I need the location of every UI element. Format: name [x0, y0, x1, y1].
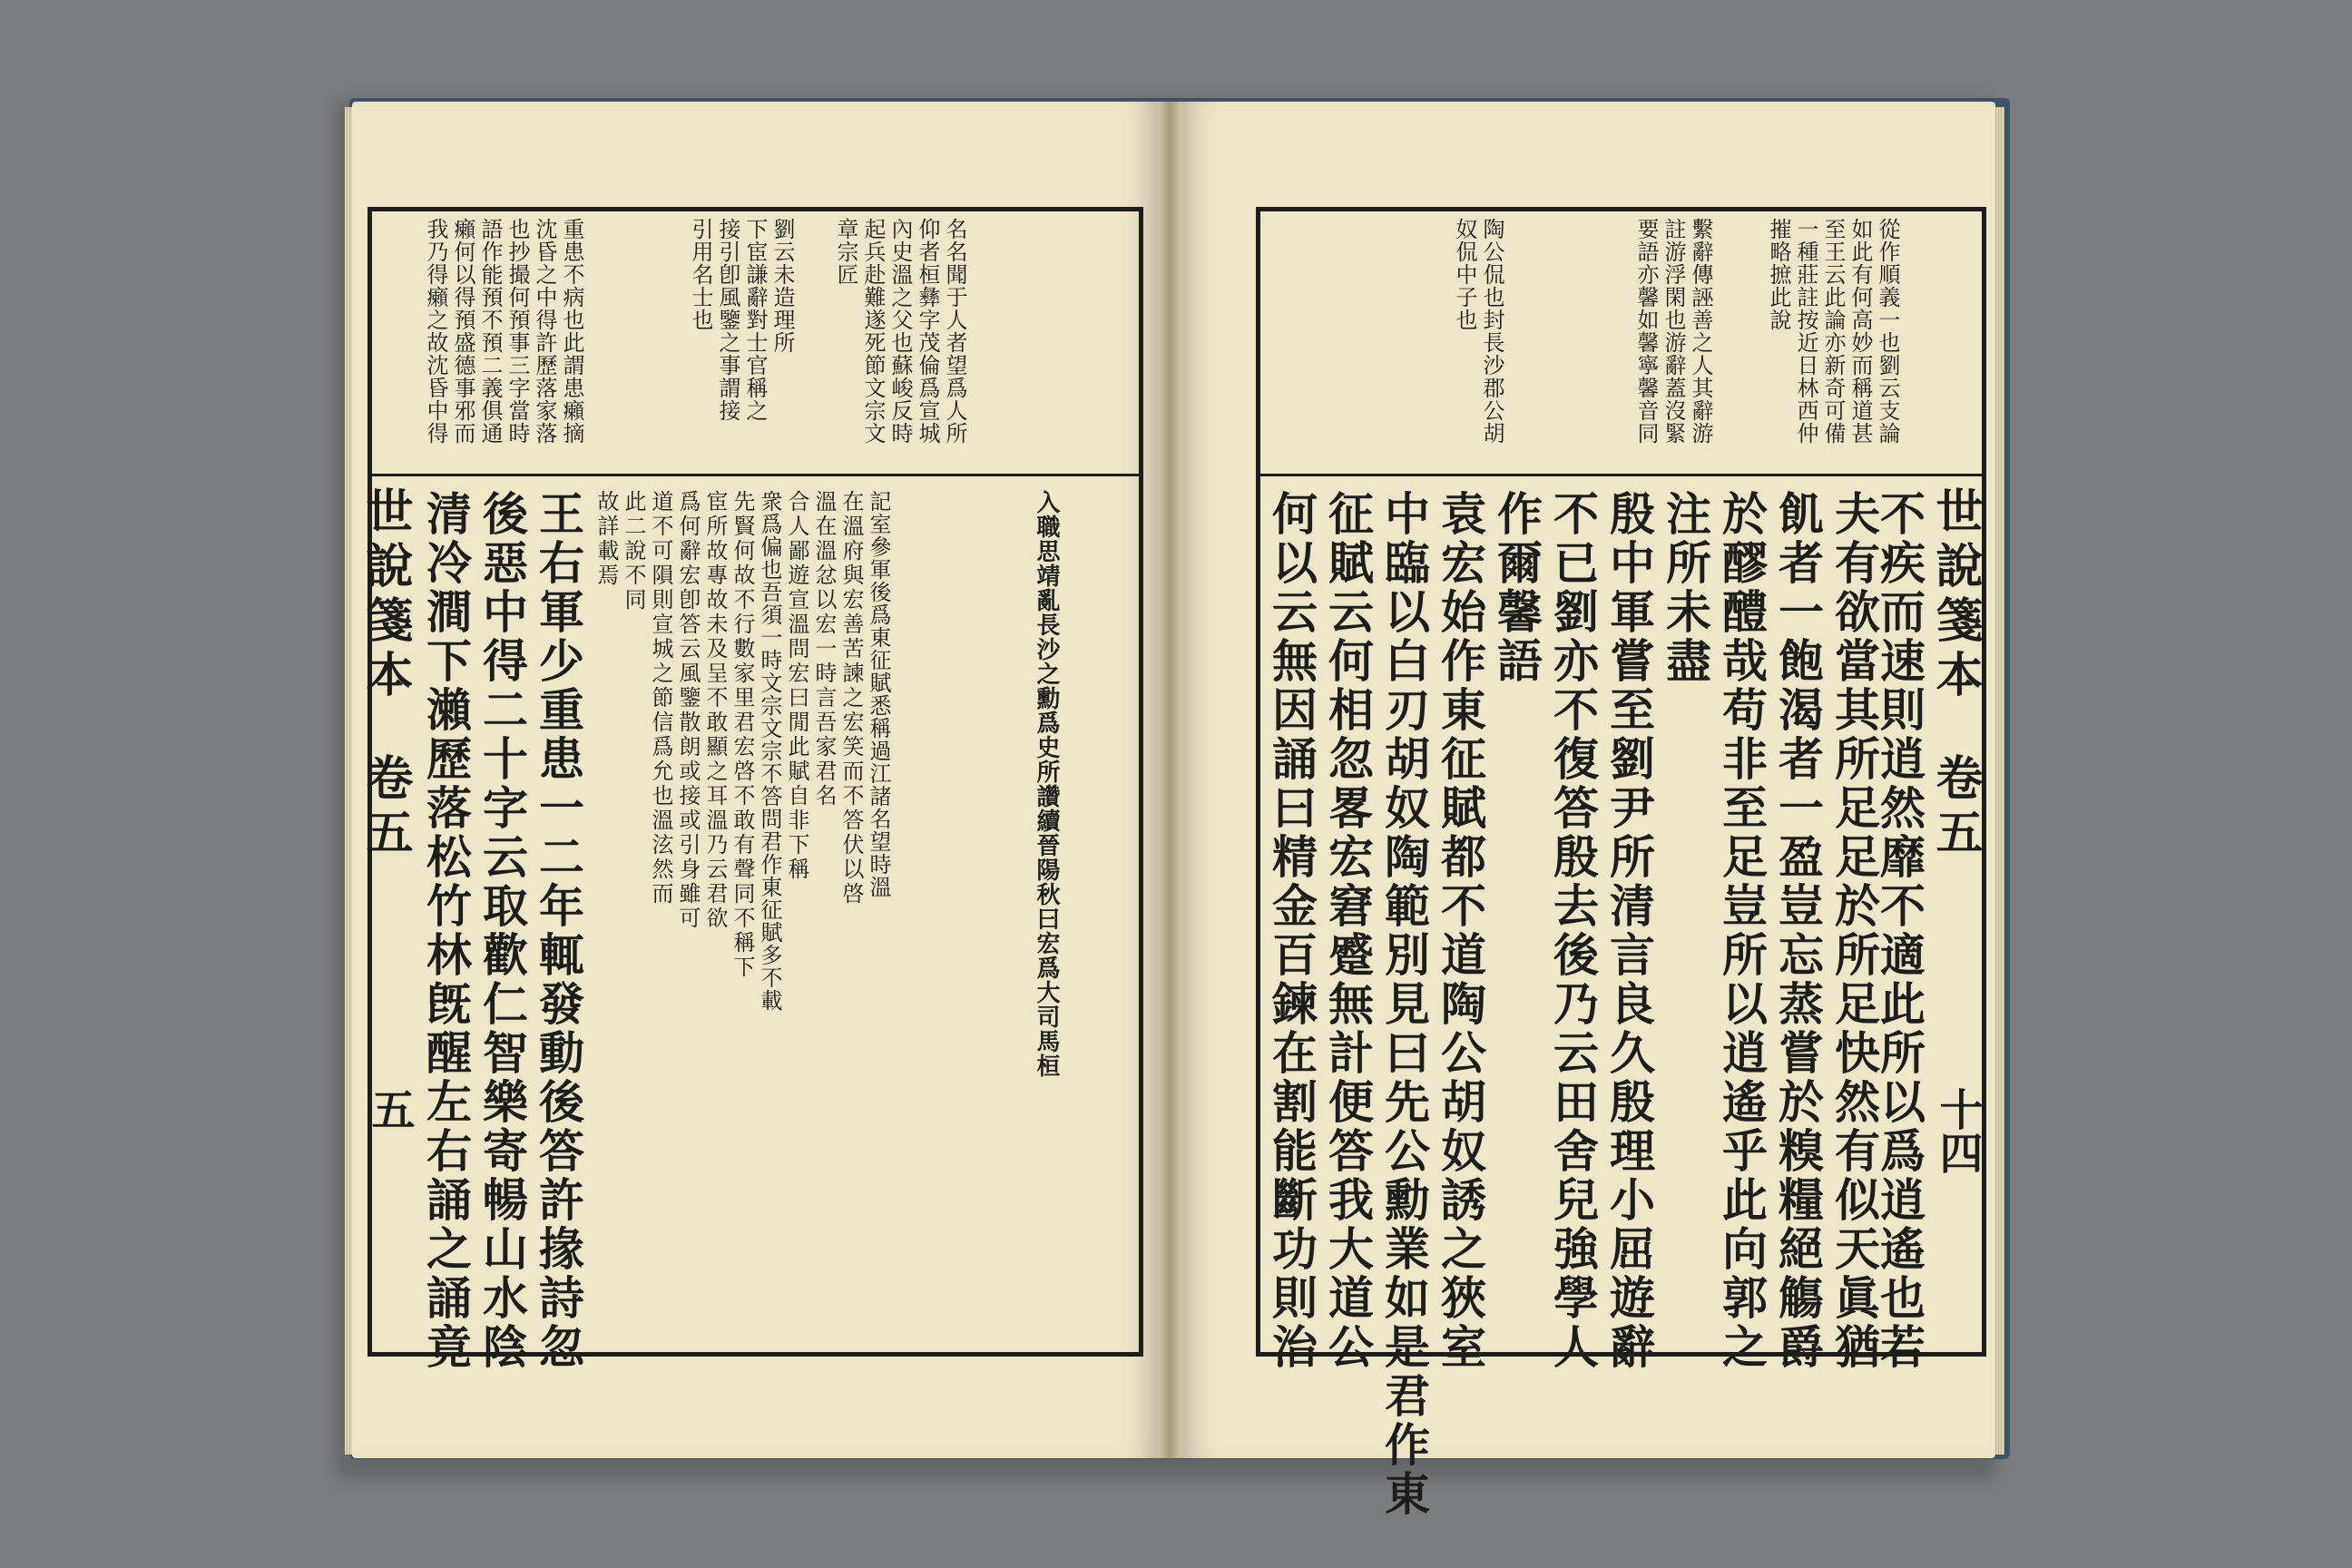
right-note-line: 一種莊註按近日林西仲	[1793, 218, 1818, 445]
left-note-line: 沈昏之中得許歷落家落	[532, 218, 557, 445]
right-note-line: 註游浮閑也游辭蓋沒緊	[1661, 218, 1686, 445]
left-fold-title: 世說箋本	[358, 486, 413, 704]
left-text-column: 此二說不同	[621, 490, 646, 612]
right-text-column: 不疾而速則逍然靡不適此所以爲逍遙也若	[1873, 490, 1926, 1372]
right-text-column: 作爾馨語	[1490, 490, 1544, 686]
right-text-column: 殷中軍嘗至劉尹所清言良久殷理小屈遊辭	[1602, 490, 1656, 1372]
left-text-column: 爲何辭宏卽答云風鑒散朗或接或引身雖可	[675, 490, 701, 931]
left-text-column: 故詳載焉	[593, 490, 619, 588]
left-text-column: 清冷澗下瀨歷落松竹林旣醒左右誦之誦竟	[419, 490, 473, 1372]
left-page-number: 五	[364, 1087, 415, 1131]
right-fold-title: 世說箋本	[1927, 486, 1983, 704]
left-text-column: 記室參軍後爲東征賦悉稱過江諸名望時溫	[866, 490, 891, 898]
left-text-column: 先賢何故不行數家里君宏啓不敢有聲同不稱下	[730, 490, 755, 980]
right-note-line: 奴侃中子也	[1452, 218, 1477, 331]
left-note-line: 引用名士也	[688, 218, 713, 331]
left-note-line: 內史溫之父也蘇峻反時	[887, 218, 913, 445]
right-note-line: 至王云此論亦新奇可備	[1820, 218, 1846, 445]
left-text-column: 衆爲偏也吾須一時文宗文宗不答問君作東征賦多不載	[757, 490, 782, 1012]
right-note-line: 繫辭傳誣善之人其辭游	[1688, 218, 1713, 445]
right-fold-volume: 卷五	[1927, 753, 1983, 862]
left-note-line: 我乃得癩之故沈昏中得	[423, 218, 448, 445]
left-text-column: 溫在溫忿以宏一時言吾家君名	[811, 490, 837, 808]
right-text-column: 中臨以白刃胡奴陶範別見曰先公勳業如是君作東	[1377, 490, 1431, 1519]
right-text-column: 飢者一飽渴者一盈豈忘蒸嘗於糗糧絕觴爵	[1771, 490, 1825, 1372]
right-text-column: 夫有欲當其所足足於所足快然有似天眞猶	[1828, 490, 1881, 1372]
right-text-column: 征賦云何相忽畧宏窘蹙無計便答我大道公	[1321, 490, 1375, 1372]
right-text-column: 袁宏始作東征賦都不道陶公胡奴誘之狹室	[1434, 490, 1487, 1372]
right-text-column: 注所未盡	[1659, 490, 1712, 686]
left-text-column: 宦所故專故未及呈不敢顯之耳溫乃云君欲	[702, 490, 728, 931]
right-page-number: 十四	[1932, 1087, 1983, 1174]
right-note-line: 如此有何高妙而稱道甚	[1847, 218, 1873, 445]
right-text-column: 於醪醴哉苟非至足豈所以逍遙乎此向郭之	[1715, 490, 1769, 1372]
right-note-divider	[1256, 474, 1982, 476]
left-note-line: 劉云未造理所	[769, 218, 795, 354]
left-note-line: 起兵赴難遂死節文宗文	[860, 218, 886, 445]
right-note-line: 從作順義一也劉云支論	[1875, 218, 1900, 445]
left-text-column: 入職思靖亂長沙之勳爲史所讚續晉陽秋曰宏爲大司馬桓	[1033, 490, 1060, 1078]
left-text-column: 合人鄙遊宣溫問宏曰閒此賦自非下稱	[784, 490, 809, 882]
left-text-column: 王右軍少重患一二年輒發動後答許掾詩忽	[532, 490, 585, 1372]
left-note-line: 也抄撮何預事三字當時	[505, 218, 530, 445]
left-text-column: 後惡中得二十字云取歡仁智樂寄暢山水陰	[475, 490, 529, 1372]
left-note-line: 重患不病也此謂患癩摘	[559, 218, 584, 445]
left-note-line: 語作能預不預二義俱通	[477, 218, 503, 445]
left-note-line: 癩何以得預盛德事邪而	[450, 218, 475, 445]
book-gutter	[1158, 102, 1181, 1458]
left-note-line: 下宦謙辭對士官稱之	[742, 218, 768, 422]
left-note-line: 章宗匠	[833, 218, 858, 286]
right-text-column: 何以云無因誦曰精金百鍊在割能斷功則治	[1265, 490, 1318, 1372]
left-note-divider	[368, 474, 1139, 476]
left-fold-volume: 卷五	[358, 753, 413, 862]
left-note-line: 仰者桓彝字茂倫爲宣城	[915, 218, 940, 445]
right-note-line: 陶公侃也封長沙郡公胡	[1479, 218, 1504, 445]
right-text-column: 不已劉亦不復答殷去後乃云田舍兒強學人	[1546, 490, 1600, 1372]
left-note-line: 接引卽風鑒之事謂接	[715, 218, 740, 422]
left-text-column: 在溫府與宏善苦諫之宏笑而不答伏以啓	[838, 490, 864, 906]
right-note-line: 摧略摭此說	[1766, 218, 1791, 331]
left-note-line: 名名聞于人者望爲人所	[942, 218, 967, 445]
right-note-line: 要語亦馨如馨寧馨音同	[1633, 218, 1659, 445]
left-text-column: 道不可隕則宣城之節信爲允也溫泫然而	[648, 490, 673, 906]
